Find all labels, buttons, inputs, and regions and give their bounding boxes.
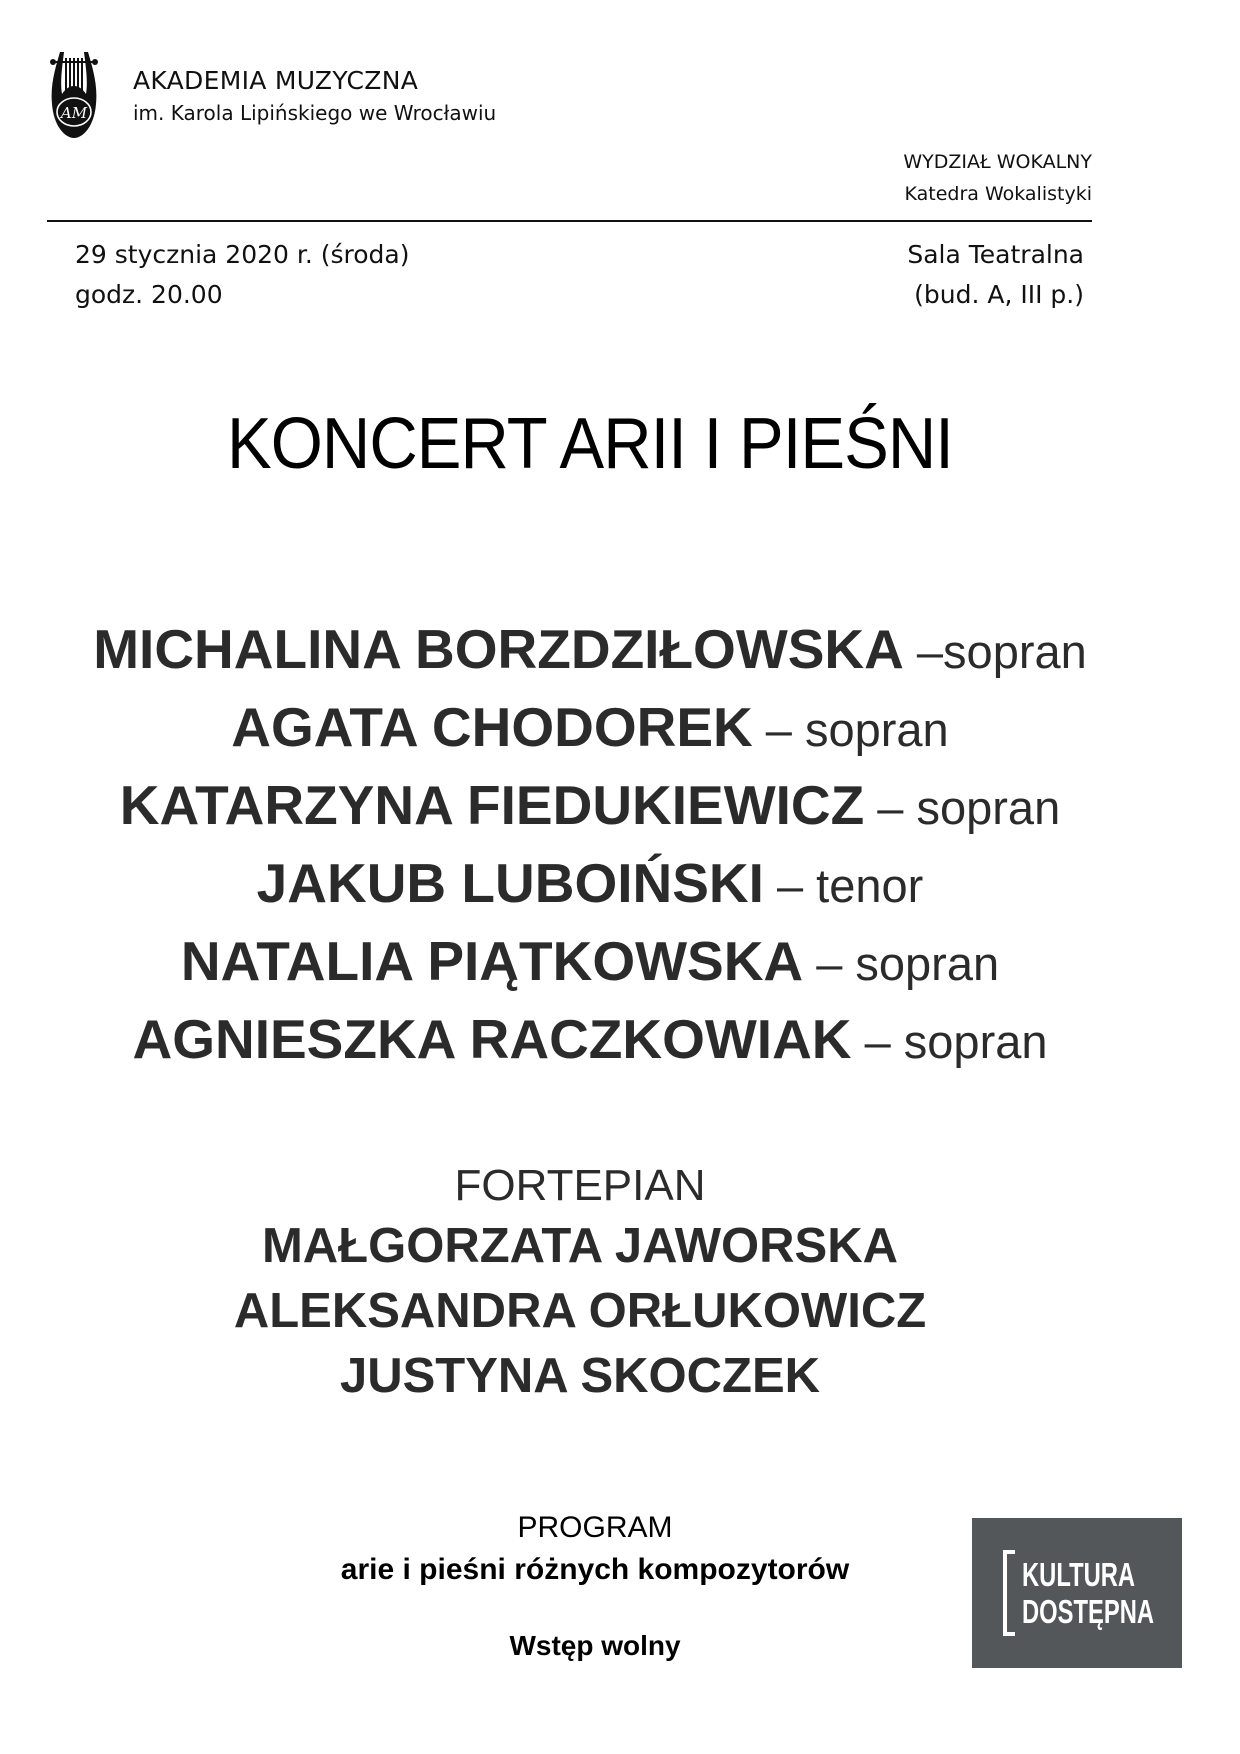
performer-name: AGNIESZKA RACZKOWIAK [132, 1008, 852, 1070]
concert-title: KONCERT ARII I PIEŚNI [227, 404, 953, 484]
performer-voice: –sopran [903, 625, 1087, 678]
department-name: WYDZIAŁ WOKALNY [903, 151, 1092, 173]
performer-row [0, 688, 1180, 766]
event-date: 29 stycznia 2020 r. (środa) [75, 240, 410, 269]
event-datetime [75, 235, 410, 315]
badge-line-1: KULTURA [1022, 1556, 1136, 1593]
header-divider [47, 220, 1092, 222]
chair-name: Katedra Wokalistyki [904, 183, 1092, 205]
department-block [903, 146, 1092, 210]
performer-name: AGATA CHODOREK [231, 696, 753, 758]
academy-logo-lyre-icon [48, 48, 100, 140]
pianist-name: MAŁGORZATA JAWORSKA [261, 1219, 899, 1273]
performer-voice: – sopran [864, 781, 1061, 834]
institution-name: AKADEMIA MUZYCZNA [133, 66, 419, 95]
piano-section [0, 1158, 1160, 1409]
performer-row [0, 1000, 1180, 1078]
performer-name: NATALIA PIĄTKOWSKA [180, 930, 804, 992]
badge-line-2: DOSTĘPNA [1022, 1593, 1155, 1630]
performer-name: KATARZYNA FIEDUKIEWICZ [119, 774, 865, 836]
bracket-icon [1003, 1550, 1015, 1636]
venue-name: Sala Teatralna [907, 240, 1084, 269]
performers-list [0, 610, 1180, 1078]
performer-name: JAKUB LUBOIŃSKI [256, 852, 764, 914]
program-description: arie i pieśni różnych kompozytorów [340, 1553, 850, 1586]
performer-voice: – sopran [851, 1015, 1048, 1068]
pianist-name: ALEKSANDRA ORŁUKOWICZ [233, 1284, 927, 1338]
performer-voice: – sopran [752, 703, 949, 756]
performer-row [0, 610, 1180, 688]
kultura-dostepna-badge [972, 1518, 1182, 1668]
entry-info: Wstęp wolny [509, 1630, 681, 1661]
performer-row [0, 844, 1180, 922]
performer-voice: – tenor [763, 859, 924, 912]
event-venue [907, 235, 1084, 315]
venue-detail: (bud. A, III p.) [914, 280, 1084, 309]
program-label: PROGRAM [517, 1511, 673, 1544]
piano-label: FORTEPIAN [454, 1161, 706, 1210]
performer-name: MICHALINA BORZDZIŁOWSKA [93, 618, 904, 680]
event-time: godz. 20.00 [75, 280, 223, 309]
pianist-name: JUSTYNA SKOCZEK [339, 1349, 821, 1403]
performer-row [0, 922, 1180, 1000]
svg-text:AM: AM [60, 104, 88, 122]
institution-subtitle: im. Karola Lipińskiego we Wrocławiu [133, 101, 497, 125]
performer-voice: – sopran [803, 937, 1000, 990]
performer-row [0, 766, 1180, 844]
badge-text [1022, 1556, 1154, 1630]
